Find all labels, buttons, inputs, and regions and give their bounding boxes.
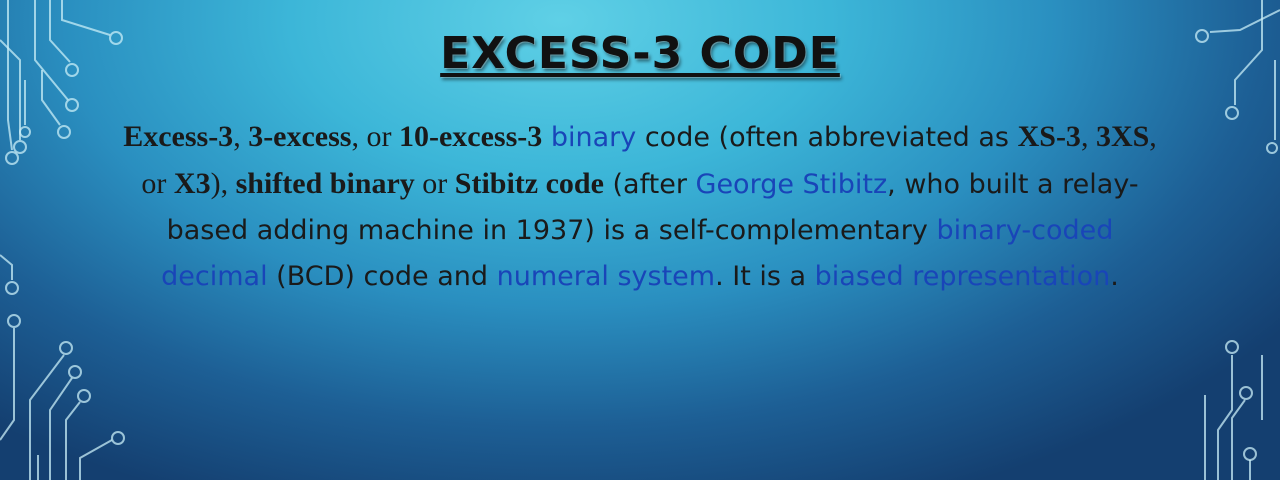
text-segment: , — [233, 120, 249, 153]
link-george-stibitz[interactable]: George Stibitz — [695, 169, 888, 200]
link-numeral-system[interactable]: numeral system — [496, 261, 716, 292]
text-segment: , or — [351, 120, 399, 153]
term-excess-3: Excess-3 — [123, 120, 234, 153]
term-shifted-binary: shifted binary — [235, 167, 415, 200]
term-xs-3: XS-3 — [1017, 120, 1081, 153]
text-segment: . It is a — [715, 261, 815, 292]
text-segment: code (often abbreviated as — [636, 122, 1018, 153]
text-segment: , — [1080, 120, 1096, 153]
text-segment — [542, 122, 551, 153]
text-segment: (BCD) code and — [267, 261, 497, 292]
term-x3: X3 — [173, 167, 211, 200]
link-binary[interactable]: binary — [550, 122, 637, 153]
text-segment: (after — [603, 169, 696, 200]
term-3xs: 3XS — [1095, 120, 1150, 153]
text-segment: , or — [141, 120, 1157, 200]
slide-title-text: EXCESS-3 CODE — [440, 28, 840, 79]
text-segment: . — [1110, 261, 1119, 292]
slide-title — [0, 28, 1280, 79]
text-segment: or — [414, 167, 455, 200]
term-10-excess-3: 10-excess-3 — [398, 120, 543, 153]
text-segment: ), — [210, 167, 236, 200]
text-segment: , who built a relay-based adding machine in 1937) is a self-complementary — [166, 169, 1139, 246]
term-stibitz-code: Stibitz code — [454, 167, 604, 200]
term-3-excess: 3-excess — [248, 120, 352, 153]
link-biased-representation[interactable]: biased representation — [814, 261, 1111, 292]
definition-paragraph — [120, 114, 1160, 300]
link-binary-coded-decimal[interactable]: binary-coded decimal — [161, 215, 1114, 292]
